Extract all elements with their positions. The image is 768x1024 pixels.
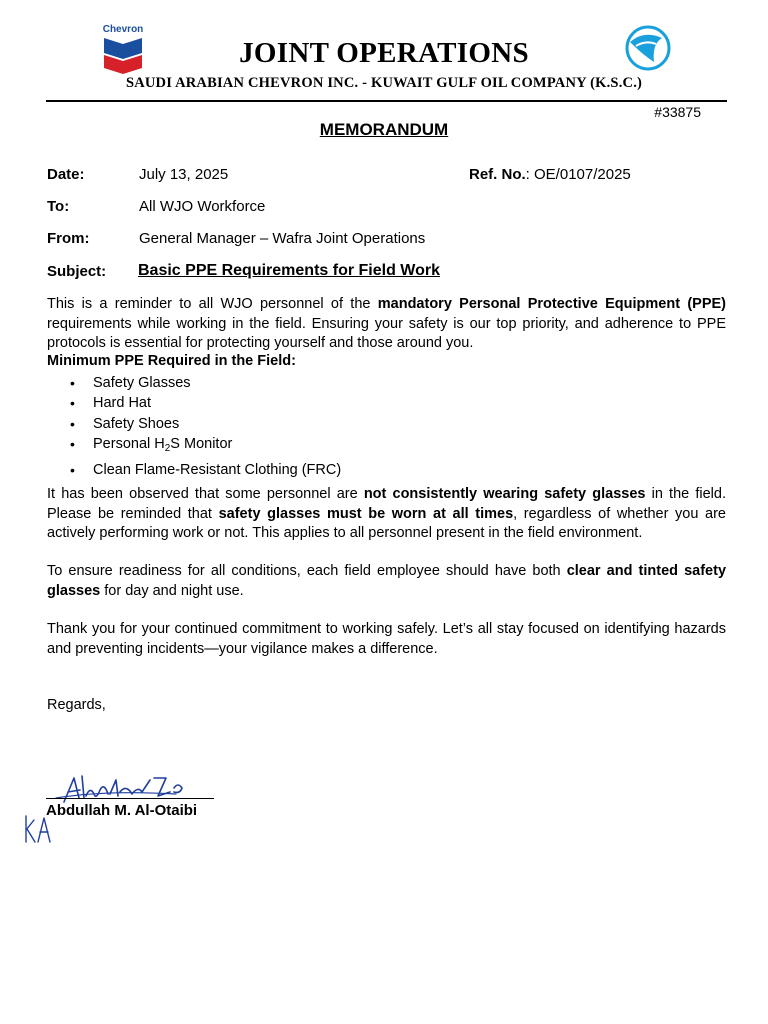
intro-bold: mandatory Personal Protective Equipment (PPE) xyxy=(377,296,726,312)
thanks-paragraph: Thank you for your continued commitment to working safely. Let’s all stay focused on identifying hazards and preventing incidents—your vigilance makes a difference. xyxy=(47,621,726,657)
org-subtitle: SAUDI ARABIAN CHEVRON INC. - KUWAIT GULF OIL COMPANY (K.S.C.) xyxy=(125,75,643,91)
obs-bold-2: safety glasses must be worn at all times xyxy=(218,505,514,522)
ref-value: : OE/0107/2025 xyxy=(525,166,631,183)
memo-title: MEMORANDUM xyxy=(319,120,449,139)
observation-paragraph xyxy=(47,485,726,544)
ready-text-1: To ensure readiness for all conditions, each field employee should have both xyxy=(47,563,567,579)
obs-text-1: It has been observed that some personnel are xyxy=(47,486,364,502)
signature-line xyxy=(46,798,214,799)
list-item: • Safety Shoes xyxy=(70,414,341,434)
h2s-text-1: Personal H xyxy=(93,436,165,453)
list-item: • Safety Glasses xyxy=(70,373,341,393)
to-value: All WJO Workforce xyxy=(139,198,266,215)
chevron-logo-text: Chevron xyxy=(102,24,144,35)
obs-bold-1: not consistently wearing safety glasses xyxy=(363,486,646,502)
intro-text-2: requirements while working in the field. Ensuring your safety is our top priority, and adherence to PPE protocols is essential for protecting yourself and those around you. xyxy=(47,315,726,351)
from-value: General Manager – Wafra Joint Operations xyxy=(139,230,426,247)
org-title: JOINT OPERATIONS xyxy=(239,37,529,69)
ready-text-2: for day and night use. xyxy=(100,582,244,599)
date-label: Date: xyxy=(47,166,85,183)
min-ppe-heading: Minimum PPE Required in the Field: xyxy=(47,353,296,369)
document-number: #33875 xyxy=(654,104,701,120)
ref-number xyxy=(469,166,631,184)
intro-paragraph xyxy=(47,295,726,354)
list-item: • Hard Hat xyxy=(70,393,341,413)
h2s-text-2: S Monitor xyxy=(170,436,233,453)
readiness-paragraph xyxy=(47,562,726,601)
kgoc-logo xyxy=(622,24,674,72)
ref-label: Ref. No. xyxy=(469,166,526,183)
intro-text-1: This is a reminder to all WJO personnel of the xyxy=(47,296,378,312)
obs-text-3: , regardless of whether you are actively performing work or not. This applies to all personnel present in the field environment. xyxy=(47,505,726,541)
subject-label: Subject: xyxy=(47,263,107,280)
from-label: From: xyxy=(47,230,90,247)
subject-value: Basic PPE Requirements for Field Work xyxy=(138,262,441,279)
signer-name: Abdullah M. Al-Otaibi xyxy=(46,802,198,819)
list-item xyxy=(70,434,341,459)
header-divider xyxy=(46,100,727,102)
list-item: • Clean Flame-Resistant Clothing (FRC) xyxy=(70,460,341,480)
date-value: July 13, 2025 xyxy=(139,166,229,183)
to-label: To: xyxy=(47,198,70,215)
closing: Regards, xyxy=(47,697,106,713)
obs-text-2: in the field. Please be reminded that xyxy=(47,486,726,522)
handwritten-initials xyxy=(22,814,54,844)
ppe-list xyxy=(70,373,341,480)
kgoc-sail-icon xyxy=(622,24,674,72)
ready-bold: clear and tinted safety glasses xyxy=(47,563,727,599)
h2s-subscript: 2 xyxy=(164,443,171,455)
